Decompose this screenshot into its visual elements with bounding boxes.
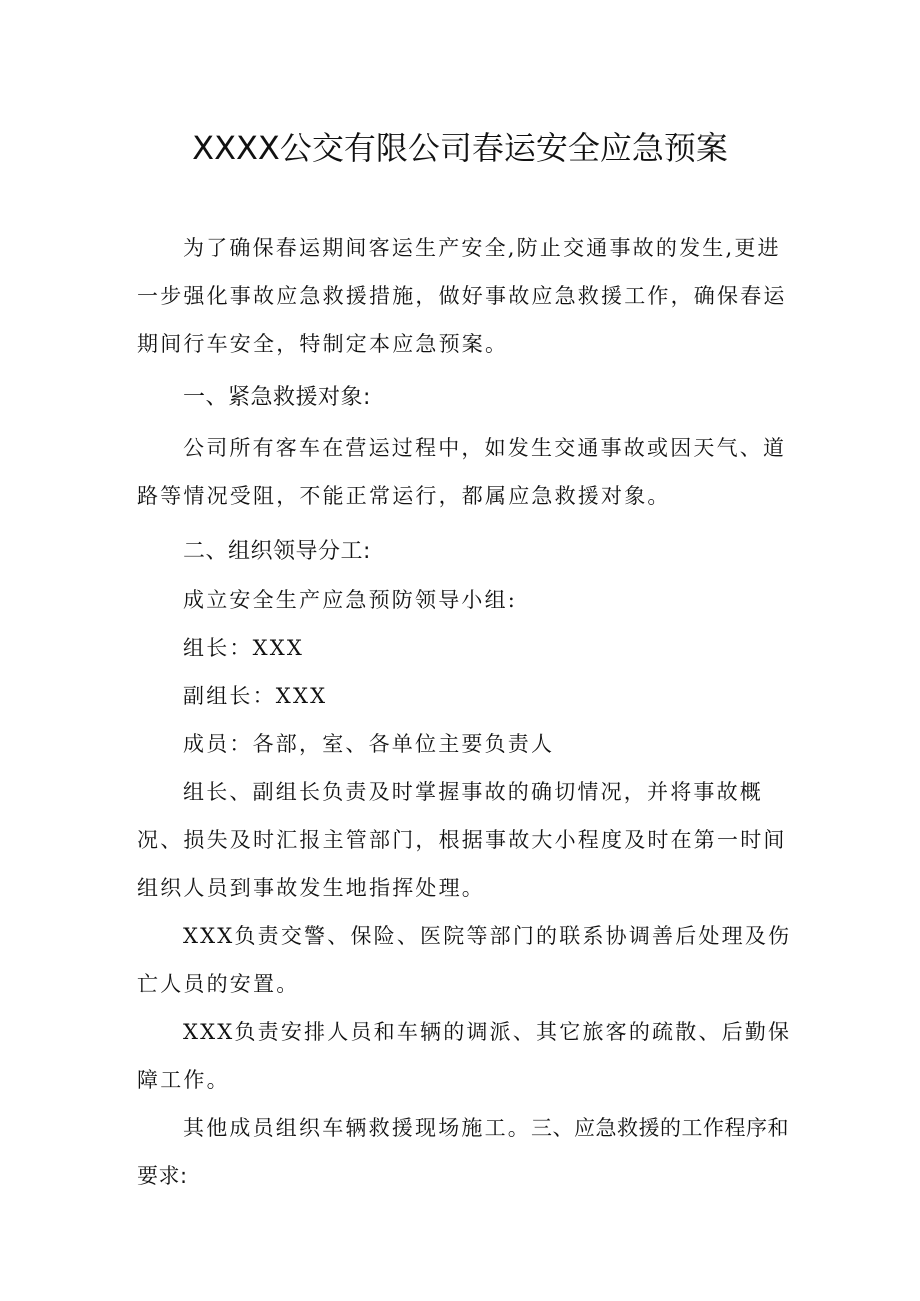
intro-paragraph — [137, 224, 797, 368]
section-2-deputy: 副组长：XXX — [183, 684, 328, 708]
document-title: XXXX公交有限公司春运安全应急预案 — [192, 129, 728, 167]
section-1-text: 公司所有客车在营运过程中，如发生交通事故或因天气、道路等情况受阻，不能正常运行，都属应急救援对象。 — [137, 436, 787, 508]
section-3-heading: 三、应急救援的工作程序和要求: — [137, 1116, 789, 1188]
section-1-heading: 一、紧急救援对象: — [183, 385, 371, 410]
section-2-duty-leaders: 组长、副组长负责及时掌握事故的确切情况，并将事故概况、损失及时汇报主管部门，根据事故大小程度及时在第一时间组织人员到事故发生地指挥处理。 — [137, 780, 787, 900]
section-2-duty-others: 其他成员组织车辆救援现场施工。 — [183, 1116, 531, 1140]
section-1 — [137, 374, 797, 520]
section-2-heading: 二、组织领导分工: — [183, 539, 371, 564]
section-2-duty-xxx1: XXX负责交警、保险、医院等部门的联系协调善后处理及伤亡人员的安置。 — [137, 924, 792, 996]
section-2-members: 成员：各部，室、各单位主要负责人 — [183, 732, 555, 756]
section-2-duty-xxx2: XXX负责安排人员和车辆的调派、其它旅客的疏散、后勤保障工作。 — [137, 1020, 792, 1092]
section-2-setup: 成立安全生产应急预防领导小组: — [183, 588, 518, 612]
section-2 — [137, 528, 797, 1200]
section-2-leader: 组长：XXX — [183, 636, 305, 660]
intro-text: 为了确保春运期间客运生产安全,防止交通事故的发生,更进一步强化事故应急救援措施，做好事故应急救援工作，确保春运期间行车安全，特制定本应急预案。 — [137, 236, 787, 356]
section-2-duty-others-and-section-3 — [137, 1104, 797, 1200]
